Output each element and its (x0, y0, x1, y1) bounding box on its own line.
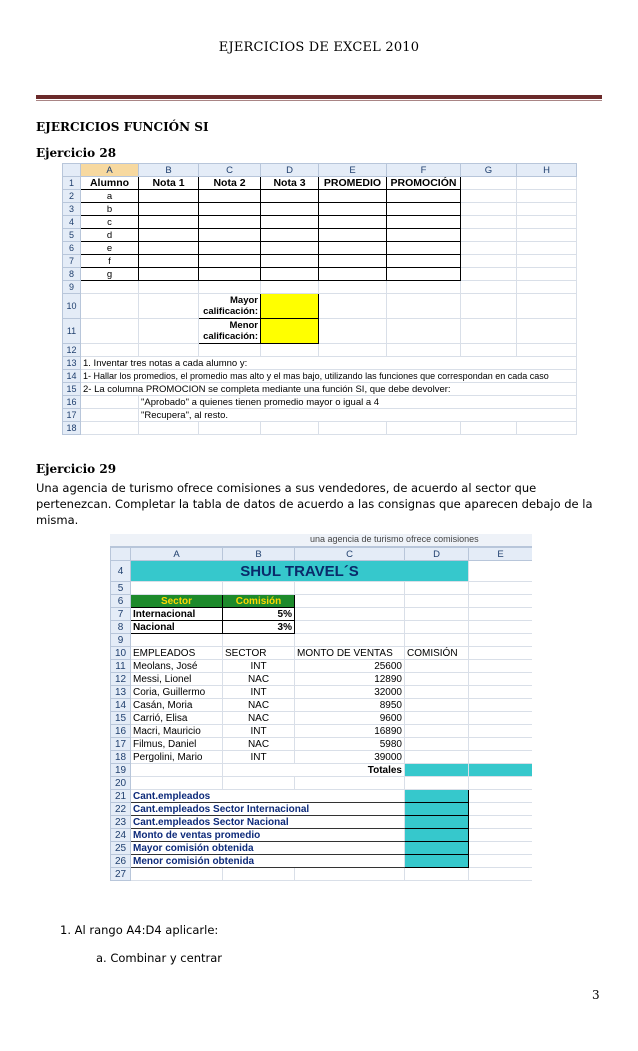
col-header[interactable]: B (223, 548, 295, 561)
table-row (111, 582, 533, 595)
ex28-spreadsheet (62, 163, 577, 435)
table-row (63, 383, 577, 396)
table-row (111, 777, 533, 790)
sector-pct[interactable]: 3% (223, 621, 295, 634)
ex28-title: Ejercicio 28 (36, 146, 117, 160)
summary-value-cell[interactable] (405, 829, 469, 842)
document-header: EJERCICIOS DE EXCEL 2010 (218, 40, 420, 55)
employee-name[interactable]: Casán, Moria (131, 699, 223, 712)
menor-value-cell[interactable] (261, 319, 319, 344)
table-row (111, 738, 533, 751)
employee-name[interactable]: Filmus, Daniel (131, 738, 223, 751)
banner-cell[interactable]: SHUL TRAVEL´S (131, 561, 469, 582)
table-row (111, 660, 533, 673)
header-rule (36, 95, 602, 99)
employee-monto[interactable]: 39000 (295, 751, 405, 764)
employee-monto[interactable]: 9600 (295, 712, 405, 725)
table-row (63, 370, 577, 383)
table-row (111, 868, 533, 881)
row-number[interactable]: 5 (111, 582, 131, 595)
header-cell[interactable]: Nota 3 (261, 177, 319, 190)
employee-name[interactable]: Macri, Mauricio (131, 725, 223, 738)
col-header[interactable]: A (81, 164, 139, 177)
summary-value-cell[interactable] (405, 803, 469, 816)
formula-bar-text: una agencia de turismo ofrece comisiones (310, 534, 479, 544)
column-header-row (63, 164, 577, 177)
mayor-label-cell[interactable] (199, 294, 261, 319)
row-number[interactable]: 26 (111, 855, 131, 868)
col-header[interactable]: C (199, 164, 261, 177)
table-row (63, 242, 577, 255)
student-cell[interactable]: b (81, 203, 139, 216)
table-row (63, 268, 577, 281)
header-cell[interactable]: PROMEDIO (319, 177, 387, 190)
employee-sector[interactable]: NAC (223, 673, 295, 686)
row-number[interactable]: 1 (63, 177, 81, 190)
col-header[interactable]: C (295, 548, 405, 561)
table-row (63, 177, 577, 190)
row-number[interactable]: 16 (63, 396, 81, 409)
row-number[interactable]: 23 (111, 816, 131, 829)
summary-value-cell[interactable] (405, 790, 469, 803)
formula-bar[interactable] (110, 534, 532, 547)
col-title[interactable]: MONTO DE VENTAS (295, 647, 405, 660)
table-row (111, 673, 533, 686)
row-number[interactable]: 19 (111, 764, 131, 777)
employee-comision[interactable] (405, 660, 469, 673)
col-header[interactable]: B (139, 164, 199, 177)
student-cell[interactable]: c (81, 216, 139, 229)
section-title: EJERCICIOS FUNCIÓN SI (36, 120, 209, 134)
employee-name[interactable]: Pergolini, Mario (131, 751, 223, 764)
row-number[interactable]: 4 (111, 561, 131, 582)
summary-value-cell[interactable] (405, 842, 469, 855)
table-row (111, 842, 533, 855)
row-number[interactable]: 6 (63, 242, 81, 255)
row-number[interactable]: 17 (63, 409, 81, 422)
col-header[interactable]: A (131, 548, 223, 561)
employee-monto[interactable]: 16890 (295, 725, 405, 738)
col-title[interactable]: EMPLEADOS (131, 647, 223, 660)
table-row (111, 561, 533, 582)
col-header[interactable]: D (261, 164, 319, 177)
employee-comision[interactable] (405, 686, 469, 699)
employee-monto[interactable]: 25600 (295, 660, 405, 673)
row-number[interactable]: 21 (111, 790, 131, 803)
student-cell[interactable]: f (81, 255, 139, 268)
row-number[interactable]: 16 (111, 725, 131, 738)
table-row (63, 281, 577, 294)
row-number[interactable]: 15 (63, 383, 81, 396)
row-number[interactable]: 12 (63, 344, 81, 357)
col-header[interactable]: D (405, 548, 469, 561)
summary-label[interactable]: Cant.empleados Sector Internacional (131, 803, 405, 816)
list-item-1: 1. Al rango A4:D4 aplicarle: (60, 923, 219, 937)
table-row (63, 422, 577, 435)
row-number[interactable]: 13 (111, 686, 131, 699)
employee-monto[interactable]: 5980 (295, 738, 405, 751)
student-cell[interactable]: d (81, 229, 139, 242)
employee-comision[interactable] (405, 712, 469, 725)
row-number[interactable]: 4 (63, 216, 81, 229)
table-row (111, 751, 533, 764)
row-number[interactable]: 5 (63, 229, 81, 242)
note-cell[interactable]: "Aprobado" a quienes tienen promedio mayor o igual a 4 (139, 396, 577, 409)
summary-value-cell[interactable] (405, 816, 469, 829)
table-row (111, 816, 533, 829)
ex29-spreadsheet (110, 534, 532, 881)
row-number[interactable]: 7 (63, 255, 81, 268)
sector-name[interactable]: Internacional (131, 608, 223, 621)
table-row (111, 790, 533, 803)
employee-name[interactable]: Carrió, Elisa (131, 712, 223, 725)
row-number[interactable]: 11 (111, 660, 131, 673)
table-row (63, 319, 577, 344)
menor-label-cell[interactable] (199, 319, 261, 344)
totales-cell[interactable] (405, 764, 469, 777)
row-number[interactable]: 11 (63, 319, 81, 344)
table-row (111, 608, 533, 621)
table-row (63, 255, 577, 268)
table-row (111, 855, 533, 868)
table-row (63, 229, 577, 242)
header-cell[interactable]: PROMOCIÓN (387, 177, 461, 190)
row-number[interactable]: 14 (63, 370, 81, 383)
student-cell[interactable]: e (81, 242, 139, 255)
header-cell[interactable]: Nota 1 (139, 177, 199, 190)
table-row (111, 764, 533, 777)
employee-comision[interactable] (405, 699, 469, 712)
employee-monto[interactable]: 12890 (295, 673, 405, 686)
table-row (111, 699, 533, 712)
table-row (111, 725, 533, 738)
row-number[interactable]: 17 (111, 738, 131, 751)
table-row (63, 190, 577, 203)
table-row (63, 396, 577, 409)
row-number[interactable]: 10 (63, 294, 81, 319)
header-cell[interactable]: Nota 2 (199, 177, 261, 190)
row-number[interactable]: 8 (111, 621, 131, 634)
student-cell[interactable]: g (81, 268, 139, 281)
ex29-paragraph: Una agencia de turismo ofrece comisiones a sus vendedores, de acuerdo al sector que pertenezcan. Completar la tabla de datos de acuerdo a las consignas que aparecen debajo de la misma. (36, 481, 593, 527)
comision-header[interactable]: Comisión (223, 595, 295, 608)
menor-label-line2: calificación: (203, 331, 258, 342)
mayor-value-cell[interactable] (261, 294, 319, 319)
menor-label-line1: Menor (229, 320, 258, 331)
note-cell[interactable]: 2- La columna PROMOCION se completa mediante una función SI, que debe devolver: (81, 383, 577, 396)
employee-comision[interactable] (405, 725, 469, 738)
row-number[interactable]: 12 (111, 673, 131, 686)
sector-pct[interactable]: 5% (223, 608, 295, 621)
employee-sector[interactable]: INT (223, 751, 295, 764)
row-number[interactable]: 22 (111, 803, 131, 816)
row-number[interactable]: 7 (111, 608, 131, 621)
row-number[interactable]: 18 (63, 422, 81, 435)
sector-header[interactable]: Sector (131, 595, 223, 608)
col-header[interactable]: F (387, 164, 461, 177)
employee-sector[interactable]: INT (223, 660, 295, 673)
employee-monto[interactable]: 8950 (295, 699, 405, 712)
table-row (111, 712, 533, 725)
table-row (111, 686, 533, 699)
col-header[interactable]: H (517, 164, 577, 177)
col-header[interactable]: E (319, 164, 387, 177)
table-row (63, 294, 577, 319)
row-number[interactable]: 18 (111, 751, 131, 764)
ex29-title: Ejercicio 29 (36, 462, 117, 476)
table-row (111, 634, 533, 647)
employee-monto[interactable]: 32000 (295, 686, 405, 699)
employee-name[interactable]: Meolans, José (131, 660, 223, 673)
table-row (63, 344, 577, 357)
row-number[interactable]: 9 (111, 634, 131, 647)
employee-name[interactable]: Coria, Guillermo (131, 686, 223, 699)
col-header[interactable]: E (469, 548, 533, 561)
note-cell[interactable]: 1. Inventar tres notas a cada alumno y: (81, 357, 577, 370)
col-header[interactable]: G (461, 164, 517, 177)
summary-label[interactable]: Menor comisión obtenida (131, 855, 405, 868)
student-cell[interactable]: a (81, 190, 139, 203)
table-row (111, 829, 533, 842)
mayor-label-line1: Mayor (230, 295, 258, 306)
row-number[interactable]: 20 (111, 777, 131, 790)
page-number: 3 (592, 988, 600, 1002)
row-number[interactable]: 27 (111, 868, 131, 881)
employee-sector[interactable]: NAC (223, 699, 295, 712)
header-rule-thin (36, 100, 602, 101)
summary-label[interactable]: Monto de ventas promedio (131, 829, 405, 842)
employee-sector[interactable]: INT (223, 686, 295, 699)
row-number[interactable]: 24 (111, 829, 131, 842)
row-number[interactable]: 3 (63, 203, 81, 216)
row-number[interactable]: 13 (63, 357, 81, 370)
table-row (63, 409, 577, 422)
table-row (111, 595, 533, 608)
col-title[interactable]: COMISIÓN (405, 647, 469, 660)
table-row (63, 216, 577, 229)
summary-label[interactable]: Mayor comisión obtenida (131, 842, 405, 855)
row-number[interactable]: 9 (63, 281, 81, 294)
employee-sector[interactable]: NAC (223, 738, 295, 751)
row-number[interactable]: 10 (111, 647, 131, 660)
table-row (111, 803, 533, 816)
totales-label[interactable]: Totales (223, 764, 405, 777)
totales-cell[interactable] (469, 764, 533, 777)
column-header-row (111, 548, 533, 561)
summary-label[interactable]: Cant.empleados Sector Nacional (131, 816, 405, 829)
col-title[interactable]: SECTOR (223, 647, 295, 660)
note-cell[interactable]: 1- Hallar los promedios, el promedio mas alto y el mas bajo, utilizando las funciones que correspondan en cada caso (81, 370, 577, 383)
row-number[interactable]: 2 (63, 190, 81, 203)
note-cell[interactable]: "Recupera", al resto. (139, 409, 577, 422)
row-number[interactable]: 6 (111, 595, 131, 608)
employee-sector[interactable]: INT (223, 725, 295, 738)
row-number[interactable]: 15 (111, 712, 131, 725)
summary-value-cell[interactable] (405, 855, 469, 868)
summary-label[interactable]: Cant.empleados (131, 790, 405, 803)
table-row (63, 357, 577, 370)
sector-name[interactable]: Nacional (131, 621, 223, 634)
table-row (111, 647, 533, 660)
employee-comision[interactable] (405, 673, 469, 686)
employee-name[interactable]: Messi, Lionel (131, 673, 223, 686)
row-number[interactable]: 14 (111, 699, 131, 712)
table-row (63, 203, 577, 216)
mayor-label-line2: calificación: (203, 306, 258, 317)
employee-comision[interactable] (405, 751, 469, 764)
row-number[interactable]: 8 (63, 268, 81, 281)
list-item-1a: a. Combinar y centrar (96, 951, 223, 965)
employee-sector[interactable]: NAC (223, 712, 295, 725)
table-row (111, 621, 533, 634)
employee-comision[interactable] (405, 738, 469, 751)
header-cell[interactable]: Alumno (81, 177, 139, 190)
row-number[interactable]: 25 (111, 842, 131, 855)
